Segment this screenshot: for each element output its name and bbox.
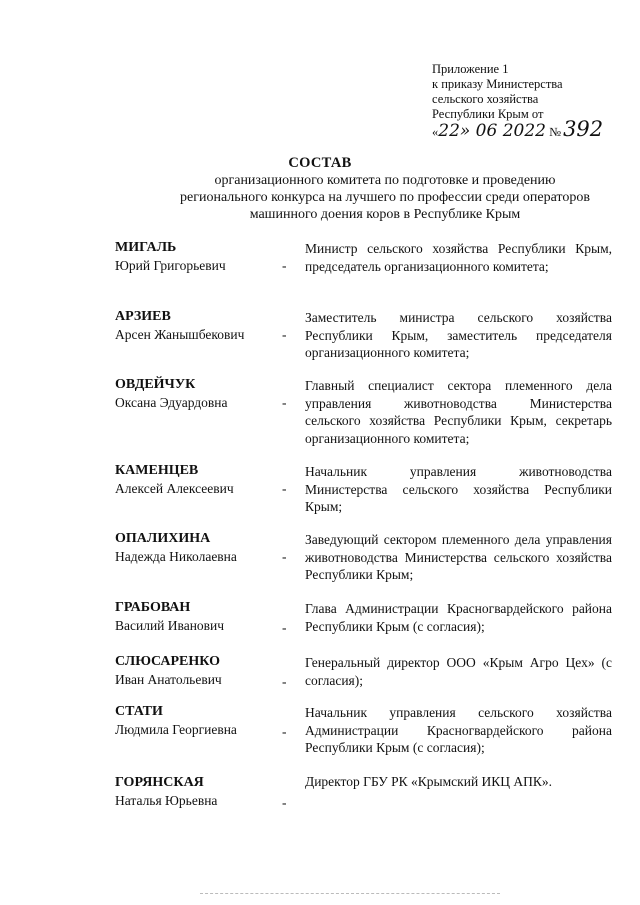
member-given-name: Василий Иванович bbox=[115, 618, 225, 633]
member-role: Министр сельского хозяйства Республики Крым, председатель организационного комитета; bbox=[305, 241, 612, 274]
document-subtitle bbox=[150, 172, 620, 223]
member-dash: - bbox=[282, 481, 287, 496]
subtitle-line-2: регионального конкурса на лучшего по профессии среди операторов bbox=[180, 190, 590, 205]
member-surname: ГОРЯНСКАЯ bbox=[115, 775, 204, 790]
member-dash: - bbox=[282, 724, 287, 739]
member-dash: - bbox=[282, 327, 287, 342]
document-title: СОСТАВ bbox=[288, 155, 352, 171]
subtitle-line-1: организационного комитета по подготовке и проведению bbox=[214, 173, 556, 188]
annex-line-2: к приказу Министерства bbox=[432, 77, 563, 91]
handwritten-number: 392 bbox=[563, 117, 604, 141]
annex-line-4: Республики Крым от bbox=[432, 107, 544, 121]
member-surname: КАМЕНЦЕВ bbox=[115, 463, 199, 478]
member-surname: МИГАЛЬ bbox=[115, 240, 177, 255]
member-role: Заведующий сектором племенного дела управления животноводства Министерства сельского хозяйства Республики Крым; bbox=[305, 532, 612, 582]
number-label: № bbox=[546, 125, 562, 139]
member-given-name: Арсен Жанышбекович bbox=[115, 327, 245, 342]
member-dash: - bbox=[282, 620, 287, 635]
annex-header bbox=[432, 62, 603, 140]
member-surname: ОПАЛИХИНА bbox=[115, 531, 211, 546]
member-surname: АРЗИЕВ bbox=[115, 309, 171, 324]
member-given-name: Иван Анатольевич bbox=[115, 672, 222, 687]
member-surname: СЛЮСАРЕНКО bbox=[115, 654, 220, 669]
member-role: Главный специалист сектора племенного дела управления животноводства Министерства сельского хозяйства Республики Крым, секретарь организационного комитета; bbox=[305, 378, 612, 446]
date-open-quote: « bbox=[432, 125, 439, 139]
member-surname: ОВДЕЙЧУК bbox=[115, 377, 196, 392]
annex-date-line bbox=[432, 117, 604, 141]
member-surname: ГРАБОВАН bbox=[115, 600, 191, 615]
member-given-name: Наталья Юрьевна bbox=[115, 793, 218, 808]
member-given-name: Оксана Эдуардовна bbox=[115, 395, 228, 410]
handwritten-date: 22» 06 2022 bbox=[438, 121, 546, 141]
annex-line-3: сельского хозяйства bbox=[432, 92, 539, 106]
member-role: Глава Администрации Красногвардейского района Республики Крым (с согласия); bbox=[305, 601, 612, 634]
member-surname: СТАТИ bbox=[115, 704, 163, 719]
member-given-name: Людмила Георгиевна bbox=[115, 722, 237, 737]
member-given-name: Надежда Николаевна bbox=[115, 549, 237, 564]
member-dash: - bbox=[282, 674, 287, 689]
member-given-name: Юрий Григорьевич bbox=[115, 258, 226, 273]
member-role: Генеральный директор ООО «Крым Агро Цех» (с согласия); bbox=[305, 655, 612, 688]
member-role: Директор ГБУ РК «Крымский ИКЦ АПК». bbox=[305, 774, 553, 789]
member-role: Начальник управления животноводства Министерства сельского хозяйства Республики Крым; bbox=[305, 464, 612, 514]
member-given-name: Алексей Алексеевич bbox=[115, 481, 234, 496]
member-dash: - bbox=[282, 795, 287, 810]
member-dash: - bbox=[282, 395, 287, 410]
member-dash: - bbox=[282, 549, 287, 564]
annex-line-1: Приложение 1 bbox=[432, 62, 509, 76]
member-role: Начальник управления сельского хозяйства Администрации Красногвардейского района Республики Крым (с согласия); bbox=[305, 705, 612, 755]
scan-edge-marks bbox=[200, 893, 500, 896]
member-role: Заместитель министра сельского хозяйства Республики Крым, заместитель председателя организационного комитета; bbox=[305, 310, 612, 360]
subtitle-line-3: машинного доения коров в Республике Крым bbox=[249, 207, 521, 222]
member-dash: - bbox=[282, 258, 287, 273]
